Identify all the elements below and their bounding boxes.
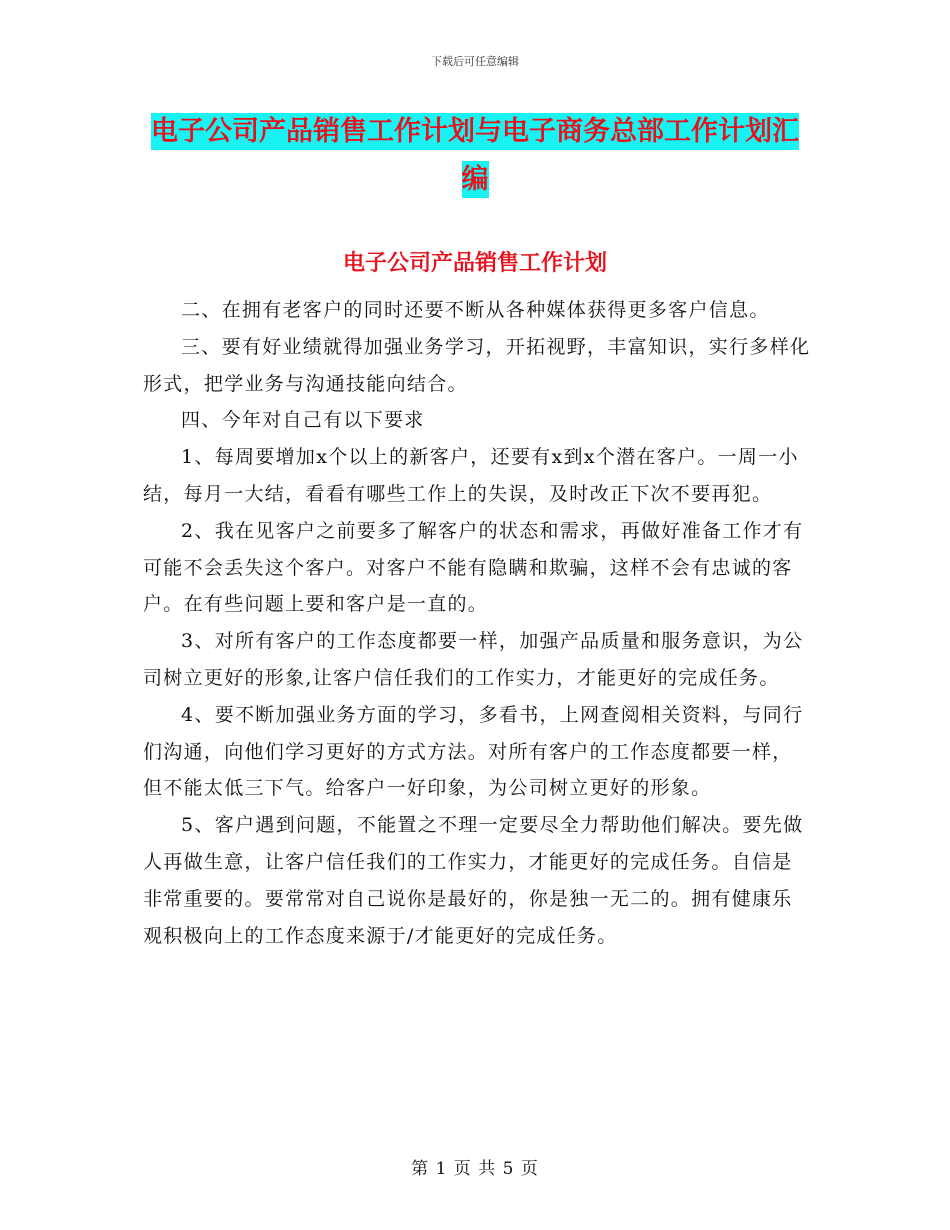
document-title-text: 电子公司产品销售工作计划与电子商务总部工作计划汇编 xyxy=(151,113,799,198)
section-title: 电子公司产品销售工作计划 xyxy=(342,251,607,276)
paragraph: 1、每周要增加x个以上的新客户，还要有x到x个潜在客户。一周一小结，每月一大结，看看有哪些工作上的失误，及时改正下次不要再犯。 xyxy=(143,446,799,505)
paragraph: 四、今年对自己有以下要求 xyxy=(181,409,425,432)
page-footer: 第 1 页 共 5 页 xyxy=(411,1159,539,1179)
paragraph: 三、要有好业绩就得加强业务学习，开拓视野，丰富知识，实行多样化形式，把学业务与沟通技能向结合。 xyxy=(143,335,811,395)
document-body xyxy=(143,292,811,954)
paragraph: 二、在拥有老客户的同时还要不断从各种媒体获得更多客户信息。 xyxy=(181,299,770,321)
paragraph: 4、要不断加强业务方面的学习，多看书，上网查阅相关资料，与同行们沟通，向他们学习更好的方式方法。对所有客户的工作态度都要一样，但不能太低三下气。给客户一好印象，为公司树立更好的形象。 xyxy=(143,703,804,800)
paragraph: 3、对所有客户的工作态度都要一样，加强产品质量和服务意识，为公司树立更好的形象,让客户信任我们的工作实力，才能更好的完成任务。 xyxy=(143,630,804,689)
paragraph: 5、客户遇到问题，不能置之不理一定要尽全力帮助他们解决。要先做人再做生意，让客户信任我们的工作实力，才能更好的完成任务。自信是非常重要的。要常常对自己说你是最好的，你是独一无二的。拥有健康乐观积极向上的工作态度来源于/才能更好的完成任务。 xyxy=(143,814,804,947)
document-title xyxy=(140,108,810,204)
header-note: 下载后可任意编辑 xyxy=(431,55,519,68)
paragraph: 2、我在见客户之前要多了解客户的状态和需求，再做好准备工作才有可能不会丢失这个客户。对客户不能有隐瞒和欺骗，这样不会有忠诚的客户。在有些问题上要和客户是一直的。 xyxy=(143,519,804,616)
